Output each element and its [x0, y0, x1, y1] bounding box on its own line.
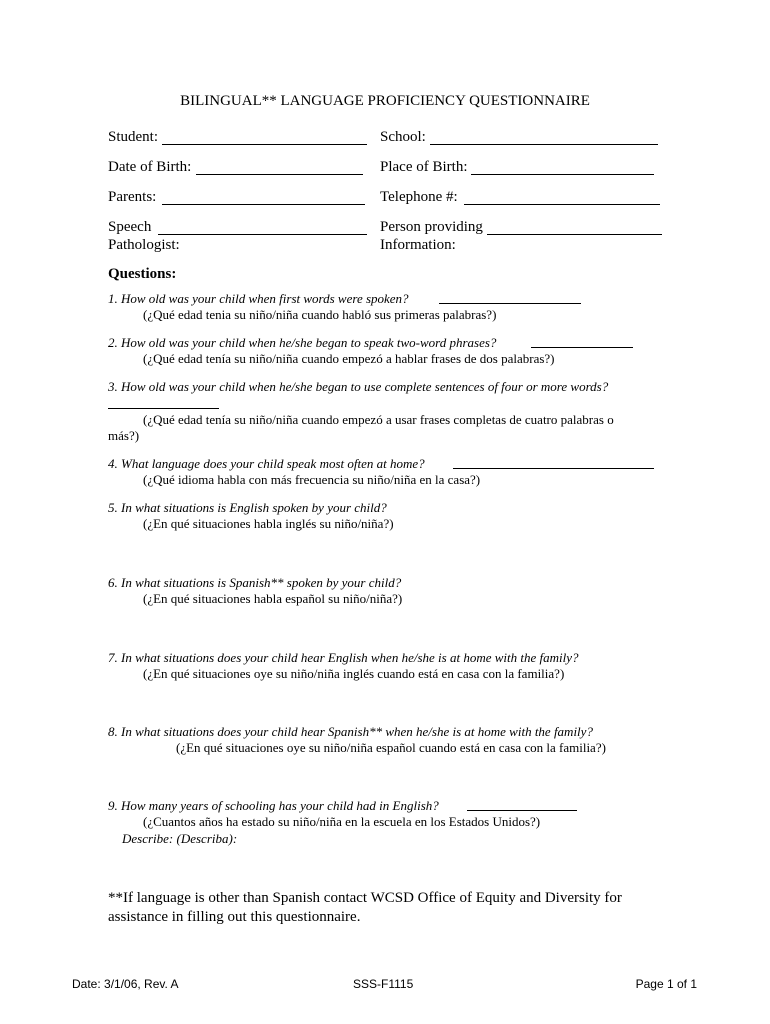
footer-page-number: Page 1 of 1 — [635, 977, 697, 991]
pathologist-label: Pathologist: — [108, 237, 180, 253]
page-title: BILINGUAL** LANGUAGE PROFICIENCY QUESTIONNAIRE — [180, 93, 590, 109]
answer-8-area[interactable] — [108, 758, 668, 796]
student-field[interactable] — [162, 144, 367, 145]
dob-label: Date of Birth: — [108, 159, 192, 175]
question-9-es: (¿Cuantos años ha estado su niño/niña en la escuela en los Estados Unidos?) — [143, 814, 541, 829]
answer-3-field[interactable] — [108, 408, 219, 409]
telephone-field[interactable] — [464, 204, 660, 205]
question-6-es: (¿En qué situaciones habla español su niño/niña?) — [143, 591, 403, 606]
footer-form-number: SSS-F1115 — [353, 977, 414, 991]
question-3: 3. How old was your child when he/she began to use complete sentences of four or more words? — [108, 379, 609, 394]
question-9: 9. How many years of schooling has your child had in English? — [108, 798, 439, 813]
question-4-es: (¿Qué idioma habla con más frecuencia su niño/niña en la casa?) — [143, 472, 481, 487]
answer-9-field[interactable] — [467, 810, 577, 811]
school-field[interactable] — [430, 144, 658, 145]
parents-label: Parents: — [108, 189, 157, 205]
telephone-label: Telephone #: — [380, 189, 458, 205]
question-2: 2. How old was your child when he/she began to speak two-word phrases? — [108, 335, 497, 350]
question-3-es-cont: más?) — [108, 428, 140, 443]
answer-2-field[interactable] — [531, 347, 633, 348]
answer-6-area[interactable] — [108, 609, 668, 647]
person-providing-field[interactable] — [487, 234, 662, 235]
answer-5-area[interactable] — [108, 534, 668, 572]
spanish-notice: **If language is other than Spanish contact WCSD Office of Equity and Diversity for assistance in filling out this questionnaire. — [108, 890, 622, 925]
parents-field[interactable] — [162, 204, 365, 205]
pob-field[interactable] — [471, 174, 654, 175]
question-6: 6. In what situations is Spanish** spoken by your child? — [108, 575, 402, 590]
school-label: School: — [380, 129, 426, 145]
person-providing-label: Person providing — [380, 219, 483, 235]
information-label: Information: — [380, 237, 456, 253]
question-5: 5. In what situations is English spoken by your child? — [108, 500, 387, 515]
question-3-es: (¿Qué edad tenía su niño/niña cuando empezó a usar frases completas de cuatro palabras o — [143, 412, 614, 427]
answer-1-field[interactable] — [439, 303, 581, 304]
describe-label: Describe: (Describa): — [122, 831, 238, 846]
footer-date: Date: 3/1/06, Rev. A — [72, 977, 179, 991]
question-7-es: (¿En qué situaciones oye su niño/niña inglés cuando está en casa con la familia?) — [143, 666, 565, 681]
question-2-es: (¿Qué edad tenía su niño/niña cuando empezó a hablar frases de dos palabras?) — [143, 351, 555, 366]
student-label: Student: — [108, 129, 159, 145]
pob-label: Place of Birth: — [380, 159, 468, 175]
questions-heading: Questions: — [108, 266, 177, 282]
answer-7-area[interactable] — [108, 684, 668, 722]
question-5-es: (¿En qué situaciones habla inglés su niño/niña?) — [143, 516, 394, 531]
question-7: 7. In what situations does your child hear English when he/she is at home with the family? — [108, 650, 579, 665]
question-1-es: (¿Qué edad tenia su niño/niña cuando habló sus primeras palabras?) — [143, 307, 497, 322]
speech-pathologist-field[interactable] — [158, 234, 367, 235]
speech-label: Speech — [108, 219, 152, 235]
dob-field[interactable] — [196, 174, 363, 175]
question-4: 4. What language does your child speak most often at home? — [108, 456, 425, 471]
question-1: 1. How old was your child when first words were spoken? — [108, 291, 409, 306]
question-8-es: (¿En qué situaciones oye su niño/niña español cuando está en casa con la familia?) — [176, 740, 606, 755]
answer-4-field[interactable] — [453, 468, 654, 469]
question-8: 8. In what situations does your child hear Spanish** when he/she is at home with the family? — [108, 724, 593, 739]
